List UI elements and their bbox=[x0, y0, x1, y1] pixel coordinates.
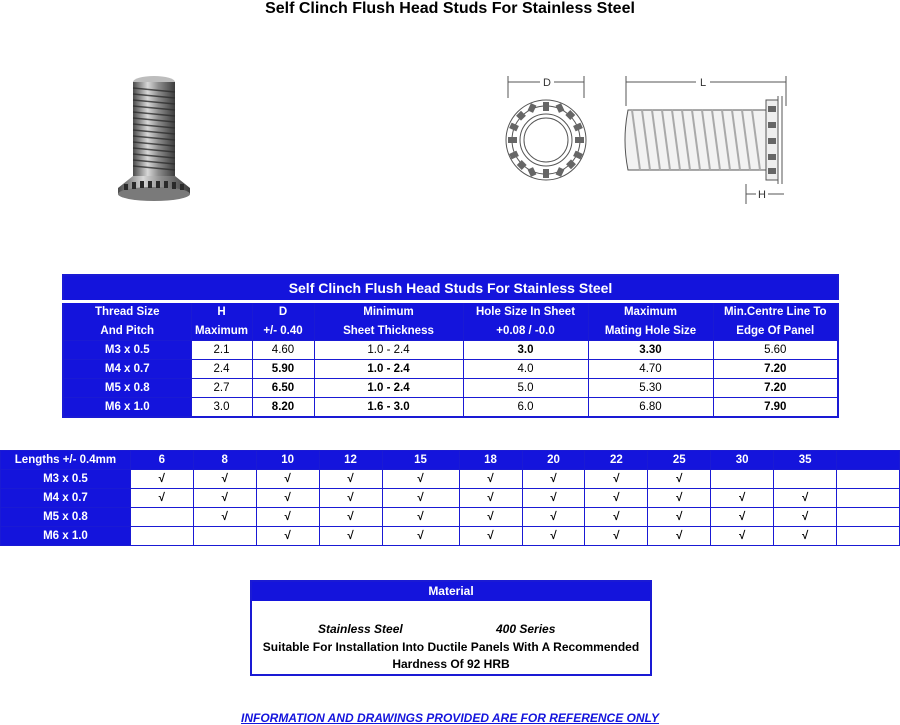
row-label: M4 x 0.7 bbox=[63, 360, 191, 379]
availability-cell: √ bbox=[130, 489, 193, 508]
availability-cell: √ bbox=[648, 508, 711, 527]
material-box bbox=[250, 580, 652, 676]
table-cell: 5.30 bbox=[588, 379, 713, 398]
table-row bbox=[63, 398, 838, 418]
row-label: M4 x 0.7 bbox=[1, 489, 131, 508]
table-cell: 6.80 bbox=[588, 398, 713, 418]
col-subheader-h: Maximum bbox=[191, 321, 252, 341]
table-cell: 4.0 bbox=[463, 360, 588, 379]
availability-cell: √ bbox=[319, 489, 382, 508]
col-subheader-mating: Mating Hole Size bbox=[588, 321, 713, 341]
length-header: 8 bbox=[193, 451, 256, 470]
availability-cell: √ bbox=[193, 470, 256, 489]
availability-cell bbox=[837, 508, 900, 527]
spec-table-caption: Self Clinch Flush Head Studs For Stainless Steel bbox=[63, 275, 838, 302]
row-label: M5 x 0.8 bbox=[1, 508, 131, 527]
table-cell: 1.0 - 2.4 bbox=[314, 341, 463, 360]
availability-cell bbox=[774, 470, 837, 489]
length-header: 12 bbox=[319, 451, 382, 470]
lengths-header-label: Lengths +/- 0.4mm bbox=[1, 451, 131, 470]
availability-cell: √ bbox=[459, 470, 522, 489]
length-header bbox=[837, 451, 900, 470]
availability-cell bbox=[837, 470, 900, 489]
table-cell: 5.90 bbox=[252, 360, 314, 379]
availability-cell: √ bbox=[774, 489, 837, 508]
material-name: Stainless Steel bbox=[318, 622, 403, 636]
length-header: 22 bbox=[585, 451, 648, 470]
availability-cell bbox=[837, 489, 900, 508]
length-header: 35 bbox=[774, 451, 837, 470]
table-row bbox=[63, 379, 838, 398]
availability-cell: √ bbox=[711, 489, 774, 508]
length-header: 30 bbox=[711, 451, 774, 470]
availability-cell: √ bbox=[319, 527, 382, 546]
availability-cell: √ bbox=[585, 527, 648, 546]
availability-cell bbox=[193, 527, 256, 546]
label-l: L bbox=[699, 77, 707, 89]
availability-cell: √ bbox=[774, 527, 837, 546]
table-row bbox=[1, 527, 900, 546]
col-header-thread: Thread Size bbox=[63, 302, 191, 322]
length-header: 18 bbox=[459, 451, 522, 470]
table-cell: 4.60 bbox=[252, 341, 314, 360]
availability-cell: √ bbox=[522, 470, 585, 489]
table-cell: 2.7 bbox=[191, 379, 252, 398]
row-label: M5 x 0.8 bbox=[63, 379, 191, 398]
availability-cell: √ bbox=[256, 508, 319, 527]
length-header: 10 bbox=[256, 451, 319, 470]
col-subheader-sheet: Sheet Thickness bbox=[314, 321, 463, 341]
availability-cell: √ bbox=[193, 489, 256, 508]
availability-cell bbox=[837, 527, 900, 546]
availability-cell: √ bbox=[256, 470, 319, 489]
availability-cell: √ bbox=[382, 508, 459, 527]
table-cell: 7.90 bbox=[713, 398, 838, 418]
table-cell: 2.4 bbox=[191, 360, 252, 379]
table-cell: 7.20 bbox=[713, 379, 838, 398]
availability-cell: √ bbox=[522, 489, 585, 508]
col-header-hole: Hole Size In Sheet bbox=[463, 302, 588, 322]
table-cell: 3.0 bbox=[463, 341, 588, 360]
col-header-d: D bbox=[252, 302, 314, 322]
availability-cell bbox=[130, 527, 193, 546]
table-cell: 2.1 bbox=[191, 341, 252, 360]
availability-cell: √ bbox=[459, 527, 522, 546]
availability-cell bbox=[711, 470, 774, 489]
table-row bbox=[1, 489, 900, 508]
material-series: 400 Series bbox=[496, 622, 556, 636]
availability-cell: √ bbox=[459, 508, 522, 527]
col-subheader-hole: +0.08 / -0.0 bbox=[463, 321, 588, 341]
material-note-line1: Suitable For Installation Into Ductile Panels With A Recommended bbox=[262, 640, 640, 654]
lengths-table bbox=[0, 450, 900, 546]
row-label: M6 x 1.0 bbox=[1, 527, 131, 546]
availability-cell bbox=[130, 508, 193, 527]
availability-cell: √ bbox=[319, 470, 382, 489]
availability-cell: √ bbox=[774, 508, 837, 527]
availability-cell: √ bbox=[382, 489, 459, 508]
table-cell: 7.20 bbox=[713, 360, 838, 379]
availability-cell: √ bbox=[711, 527, 774, 546]
spec-table bbox=[62, 274, 839, 418]
availability-cell: √ bbox=[459, 489, 522, 508]
length-header: 6 bbox=[130, 451, 193, 470]
material-heading: Material bbox=[252, 582, 650, 601]
table-cell: 1.6 - 3.0 bbox=[314, 398, 463, 418]
row-label: M6 x 1.0 bbox=[63, 398, 191, 418]
table-row bbox=[63, 341, 838, 360]
row-label: M3 x 0.5 bbox=[63, 341, 191, 360]
table-cell: 4.70 bbox=[588, 360, 713, 379]
table-cell: 1.0 - 2.4 bbox=[314, 379, 463, 398]
col-header-h: H bbox=[191, 302, 252, 322]
label-h: H bbox=[758, 189, 766, 201]
length-header: 20 bbox=[522, 451, 585, 470]
table-cell: 3.30 bbox=[588, 341, 713, 360]
table-row bbox=[63, 360, 838, 379]
availability-cell: √ bbox=[256, 527, 319, 546]
availability-cell: √ bbox=[193, 508, 256, 527]
label-d: D bbox=[543, 77, 551, 89]
table-cell: 6.50 bbox=[252, 379, 314, 398]
table-cell: 5.60 bbox=[713, 341, 838, 360]
row-label: M3 x 0.5 bbox=[1, 470, 131, 489]
material-note-line2: Hardness Of 92 HRB bbox=[392, 657, 510, 671]
lengths-header-row bbox=[1, 451, 900, 470]
availability-cell: √ bbox=[319, 508, 382, 527]
availability-cell: √ bbox=[585, 489, 648, 508]
col-subheader-d: +/- 0.40 bbox=[252, 321, 314, 341]
page-title: Self Clinch Flush Head Studs For Stainless Steel bbox=[265, 0, 635, 17]
availability-cell: √ bbox=[648, 489, 711, 508]
table-cell: 6.0 bbox=[463, 398, 588, 418]
col-subheader-centre: Edge Of Panel bbox=[713, 321, 838, 341]
availability-cell: √ bbox=[130, 470, 193, 489]
availability-cell: √ bbox=[522, 508, 585, 527]
availability-cell: √ bbox=[648, 527, 711, 546]
length-header: 25 bbox=[648, 451, 711, 470]
table-cell: 3.0 bbox=[191, 398, 252, 418]
availability-cell: √ bbox=[711, 508, 774, 527]
stud-photo bbox=[118, 72, 196, 204]
length-header: 15 bbox=[382, 451, 459, 470]
col-header-mating: Maximum bbox=[588, 302, 713, 322]
availability-cell: √ bbox=[522, 527, 585, 546]
availability-cell: √ bbox=[382, 470, 459, 489]
disclaimer-footer: INFORMATION AND DRAWINGS PROVIDED ARE FOR REFERENCE ONLY bbox=[240, 711, 659, 725]
availability-cell: √ bbox=[585, 470, 648, 489]
table-row bbox=[1, 470, 900, 489]
col-header-centre: Min.Centre Line To bbox=[713, 302, 838, 322]
table-cell: 1.0 - 2.4 bbox=[314, 360, 463, 379]
col-header-sheet: Minimum bbox=[314, 302, 463, 322]
availability-cell: √ bbox=[648, 470, 711, 489]
availability-cell: √ bbox=[256, 489, 319, 508]
availability-cell: √ bbox=[382, 527, 459, 546]
table-row bbox=[1, 508, 900, 527]
col-subheader-thread: And Pitch bbox=[63, 321, 191, 341]
availability-cell: √ bbox=[585, 508, 648, 527]
technical-drawing bbox=[496, 66, 808, 210]
table-cell: 5.0 bbox=[463, 379, 588, 398]
table-cell: 8.20 bbox=[252, 398, 314, 418]
